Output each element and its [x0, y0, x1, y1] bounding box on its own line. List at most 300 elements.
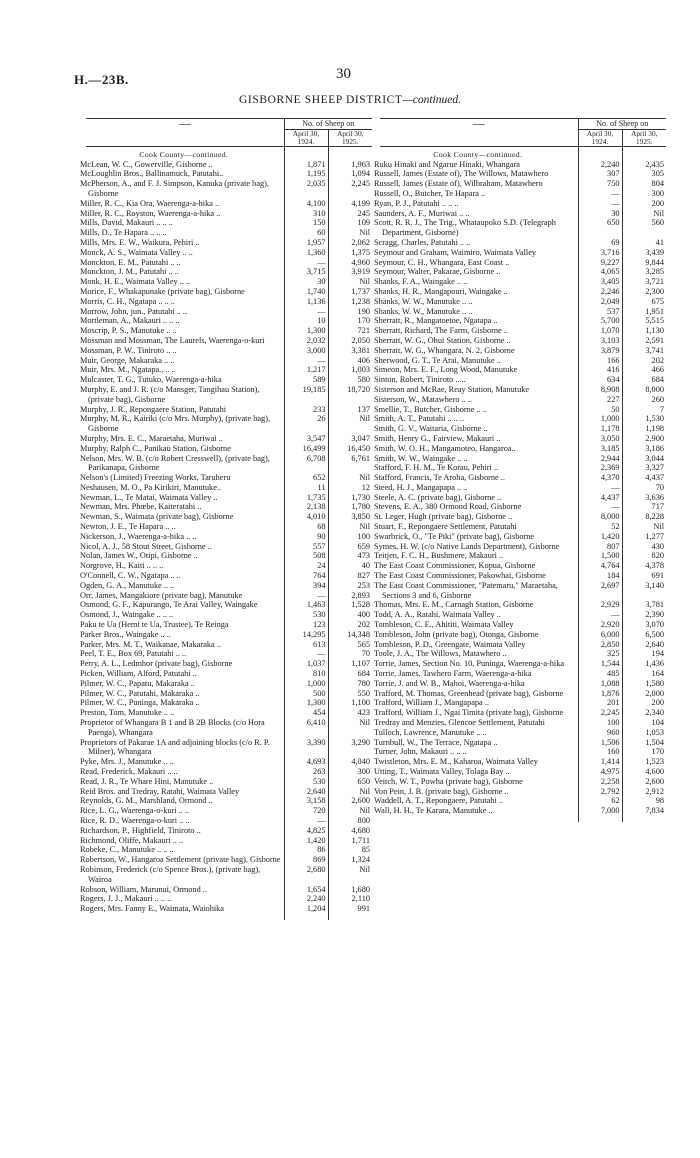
owner-cell: Rogers, J. J., Makauri .. .. ..: [80, 894, 172, 904]
sheep-1924-cell: 807: [578, 542, 622, 552]
sheep-1924-cell: 508: [284, 551, 328, 561]
sheep-1924-cell: 26: [284, 414, 328, 434]
sheep-1924-cell: 2,929: [578, 600, 622, 610]
owner-cell: Richardson, P., Highfield, Tiniroto ..: [80, 825, 201, 835]
sheep-1924-cell: 3,405: [578, 277, 622, 287]
sheep-1924-cell: 1,500: [578, 551, 622, 561]
table-row: [380, 463, 666, 473]
sheep-1924-cell: —: [284, 258, 328, 268]
district-title: [0, 94, 700, 106]
sheep-1925-cell: 3,721: [622, 277, 666, 287]
sheep-1924-cell: 1,000: [578, 414, 622, 424]
table-row: [86, 787, 372, 797]
sheep-1924-cell: 1,300: [284, 326, 328, 336]
table-row: [380, 385, 666, 395]
sheep-1924-cell: —: [578, 483, 622, 493]
table-footer-spacer: [86, 914, 372, 920]
sheep-1924-cell: 1,070: [578, 326, 622, 336]
sheep-1924-cell: —: [578, 502, 622, 512]
table-row: [86, 551, 372, 561]
sheep-1925-cell: 6,500: [622, 630, 666, 640]
sheep-1924-cell: 2,138: [284, 502, 328, 512]
owner-cell: Mossman, P. W., Tiniroto .. ..: [80, 345, 177, 355]
table-row: [86, 199, 372, 209]
owner-cell: Robertson, W., Hangaroa Settlement (private bag), Gisborne: [80, 855, 281, 865]
owner-cell: Trafford, William J., Ngai Timita (private bag), Gisborne: [374, 708, 564, 718]
sheep-1924-cell: 500: [284, 689, 328, 699]
sheep-1924-cell: 810: [284, 669, 328, 679]
owner-cell: Peel, T. E., Box 69, Patutahi .. ..: [80, 649, 187, 659]
sheep-1925-cell: Nil: [328, 228, 372, 238]
sheep-1924-cell: 4,065: [578, 267, 622, 277]
table-row: [86, 777, 372, 787]
owner-cell: Cook County—continued.: [139, 149, 229, 159]
sheep-1924-cell: 1,871: [284, 160, 328, 170]
table-row: [380, 248, 666, 258]
sheep-1924-cell: 4,010: [284, 512, 328, 522]
sheep-1924-cell: 3,103: [578, 336, 622, 346]
sheep-1925-cell: Nil: [328, 865, 372, 885]
sheep-1925-cell: [328, 146, 372, 159]
owner-cell: Paku te Ua (Hemi te Ua, Trustee), Te Reinga: [80, 620, 229, 630]
table-row: [380, 787, 666, 797]
sheep-1924-cell: 60: [284, 228, 328, 238]
sheep-1924-cell: 650: [578, 218, 622, 238]
table-row: [380, 698, 666, 708]
sheep-table-left: [80, 116, 372, 920]
sheep-1925-cell: 2,110: [328, 894, 372, 904]
table-row: [86, 640, 372, 650]
sheep-1925-cell: 2,340: [622, 708, 666, 718]
header-april-1925: April 30, 1925.: [622, 129, 666, 146]
table-row: [86, 307, 372, 317]
owner-cell: Stevens, E. A., 380 Ormond Road, Gisborne: [374, 502, 522, 512]
sheep-1925-cell: 3,285: [622, 267, 666, 277]
owner-cell: Smellie, T., Butcher, Gisborne .. ..: [374, 404, 487, 414]
table-row: [86, 581, 372, 591]
table-row: [86, 414, 372, 434]
table-row: [380, 561, 666, 571]
sheep-1924-cell: 416: [578, 365, 622, 375]
sheep-1924-cell: 1,300: [284, 698, 328, 708]
sheep-1924-cell: —: [284, 307, 328, 317]
owner-cell: Trafford, William J., Mangapapa ..: [374, 698, 489, 708]
sheep-1924-cell: 1,740: [284, 287, 328, 297]
sheep-1925-cell: 3,044: [622, 454, 666, 464]
table-footer-spacer: [380, 816, 666, 822]
owner-cell: Ruku Hinaki and Ngarue Hinaki, Whangara: [374, 159, 520, 169]
owner-cell: Proprietors of Pakarae 1A and adjoining blocks (c/o R. P. Milner), Whangara: [80, 737, 270, 757]
sheep-1924-cell: 233: [284, 405, 328, 415]
owner-cell: Sherratt, R., Mangatoetoe, Ngatapa ..: [374, 316, 498, 326]
sheep-1925-cell: 70: [328, 649, 372, 659]
sheep-1925-cell: Nil: [328, 473, 372, 483]
table-row: [86, 493, 372, 503]
sheep-1925-cell: 202: [328, 620, 372, 630]
sheep-1925-cell: 550: [328, 689, 372, 699]
table-row: [380, 267, 666, 277]
sheep-1925-cell: Nil: [328, 787, 372, 797]
table-row: [86, 659, 372, 669]
owner-cell: Symes, H. W. (c/o Native Lands Department), Gisborne: [374, 541, 560, 551]
sheep-1924-cell: 485: [578, 669, 622, 679]
owner-cell: Parker Bros., Waingake .. ..: [80, 629, 171, 639]
table-row: [86, 444, 372, 454]
table-row: [86, 532, 372, 542]
sheep-1925-cell: 650: [328, 777, 372, 787]
owner-cell: McLoughlin Bros., Ballinamuck, Patutahi..: [80, 169, 224, 179]
sheep-1924-cell: 2,032: [284, 336, 328, 346]
sheep-1925-cell: 4,040: [328, 757, 372, 767]
sheep-1925-cell: 40: [328, 561, 372, 571]
sheep-1924-cell: 530: [284, 777, 328, 787]
table-row: [380, 444, 666, 454]
owner-cell: Robinson, Frederick (c/o Spence Bros.), (private bag), Wairoa: [80, 864, 261, 884]
header-blank: —: [86, 119, 284, 147]
table-row: [380, 365, 666, 375]
sheep-1925-cell: 200: [622, 698, 666, 708]
table-row: [86, 836, 372, 846]
sheep-1924-cell: [578, 146, 622, 159]
sheep-1924-cell: 1,178: [578, 424, 622, 434]
table-row: [380, 581, 666, 601]
table-row: [380, 630, 666, 640]
sheep-1925-cell: 1,324: [328, 855, 372, 865]
table-row: [86, 649, 372, 659]
sheep-1925-cell: 675: [622, 297, 666, 307]
sheep-1924-cell: 720: [284, 806, 328, 816]
table-row: [380, 405, 666, 415]
table-row: [86, 238, 372, 248]
owner-cell: Trafford, M. Thomas, Greenhead (private bag), Gisborne: [374, 688, 564, 698]
owner-cell: Smith, A. T., Patutahi .. .. ..: [374, 414, 465, 424]
sheep-1925-cell: 1,198: [622, 424, 666, 434]
sheep-1924-cell: 11: [284, 483, 328, 493]
sheep-1924-cell: 123: [284, 620, 328, 630]
table-row: [380, 218, 666, 238]
table-row: [380, 258, 666, 268]
table-row: [380, 454, 666, 464]
owner-cell: Newman, L., Te Matai, Waimata Valley ..: [80, 492, 218, 502]
owner-cell: Mills, D., Te Hapara .. .. ..: [80, 228, 167, 238]
sheep-1924-cell: 310: [284, 209, 328, 219]
district-name: GISBORNE SHEEP DISTRICT: [239, 94, 403, 106]
sheep-1924-cell: 10: [284, 316, 328, 326]
sheep-1925-cell: 2,600: [328, 796, 372, 806]
owner-cell: Tulloch, Lawrence, Manutuke .. ..: [374, 727, 487, 737]
right-table-body: [374, 146, 666, 822]
owner-cell: Stuart, F., Repongaere Settlement, Patutahi: [374, 522, 517, 532]
sheep-1925-cell: 2,600: [622, 777, 666, 787]
sheep-1924-cell: 3,715: [284, 267, 328, 277]
table-row: [380, 669, 666, 679]
sheep-1924-cell: 1,544: [578, 659, 622, 669]
sheep-1924-cell: 3,185: [578, 444, 622, 454]
owner-cell: Stafford, F. H. M., Te Korau, Pehiri ..: [374, 463, 499, 473]
sheep-1925-cell: [622, 146, 666, 159]
table-row: [86, 865, 372, 885]
table-row: [86, 855, 372, 865]
owner-cell: Proprietor of Whangara B 1 and B 2B Blocks (c/o Hora Paenga), Whangara: [80, 718, 265, 737]
table-row: [380, 356, 666, 366]
sheep-1924-cell: 3,050: [578, 434, 622, 444]
sheep-1924-cell: 150: [284, 218, 328, 228]
table-row: [86, 561, 372, 571]
sheep-1924-cell: 589: [284, 375, 328, 385]
owner-cell: Pilmer, W. C., Patutahi, Makaraka ..: [80, 688, 200, 698]
sheep-1925-cell: 16,450: [328, 444, 372, 454]
owner-cell: Monckton, J. M., Patutahi .. ..: [80, 267, 179, 277]
sheep-1925-cell: 400: [328, 610, 372, 620]
owner-cell: Smith, G. V., Waitaria, Gisborne ..: [374, 424, 488, 434]
owner-cell: Reid Bros. and Tredray, Ratahi, Waimata Valley: [80, 786, 240, 796]
sheep-1924-cell: 3,716: [578, 248, 622, 258]
owner-cell: Monk, H. E., Waimata Valley .. ..: [80, 277, 191, 287]
sheep-1925-cell: 721: [328, 326, 372, 336]
owner-cell: Newman, Mrs. Phœbe, Kaiteratahi ..: [80, 502, 202, 512]
owner-cell: The East Coast Commissioner, Kopua, Gisborne: [374, 561, 536, 571]
sheep-1924-cell: 2,920: [578, 620, 622, 630]
table-row: [86, 228, 372, 238]
table-row: [380, 179, 666, 189]
table-row: [380, 316, 666, 326]
table-row: [86, 248, 372, 258]
sheep-1924-cell: 3,547: [284, 434, 328, 444]
owner-cell: Von Pein, J. B. (private bag), Gisborne ..: [374, 786, 509, 796]
sheep-1924-cell: —: [284, 356, 328, 366]
table-row: [380, 277, 666, 287]
sheep-1924-cell: —: [284, 816, 328, 826]
table-row: [86, 473, 372, 483]
sheep-1925-cell: 170: [622, 747, 666, 757]
owner-cell: Rogers, Mrs. Fanny E., Waimata, Waiohika: [80, 904, 224, 914]
owner-cell: The East Coast Commissioner, Pakowhai, Gisborne: [374, 571, 546, 581]
sheep-1924-cell: 1,000: [284, 679, 328, 689]
sheep-1925-cell: 3,439: [622, 248, 666, 258]
sheep-1925-cell: 3,047: [328, 434, 372, 444]
sheep-1924-cell: 3,000: [284, 346, 328, 356]
table-row: [380, 767, 666, 777]
owner-cell: Tombleson, P. D., Greengate, Waimata Valley: [374, 639, 526, 649]
table-row: [86, 277, 372, 287]
sheep-1925-cell: 85: [328, 845, 372, 855]
sheep-1924-cell: 634: [578, 375, 622, 385]
table-row: [86, 405, 372, 415]
sheep-1924-cell: 2,640: [284, 787, 328, 797]
table-row: [380, 777, 666, 787]
sheep-1924-cell: 4,100: [284, 199, 328, 209]
sheep-1924-cell: 1,414: [578, 757, 622, 767]
table-row: [86, 434, 372, 444]
sheep-1924-cell: 16,499: [284, 444, 328, 454]
owner-cell: Muir, Mrs. M., Ngatapa.. .. ..: [80, 365, 176, 375]
sheep-1924-cell: —: [284, 649, 328, 659]
table-row: [86, 826, 372, 836]
sheep-1924-cell: 530: [284, 610, 328, 620]
sheep-1924-cell: 869: [284, 855, 328, 865]
sheep-1925-cell: 3,186: [622, 444, 666, 454]
table-row: [86, 542, 372, 552]
table-row: [380, 414, 666, 424]
owner-cell: Sisterson and McRae, Reay Station, Manutuke: [374, 384, 530, 394]
sheep-1924-cell: 5,700: [578, 316, 622, 326]
sheep-1924-cell: 184: [578, 571, 622, 581]
owner-cell: Morrow, John, jun., Patutahi .. ..: [80, 306, 188, 316]
page-number: 30: [336, 66, 351, 82]
table-row: [380, 689, 666, 699]
table-row: [380, 747, 666, 757]
sheep-1925-cell: 41: [622, 238, 666, 248]
owner-cell: Murphy, E. and J. R. (c/o Mansger, Tangihau Station), (private bag), Gisborne: [80, 384, 260, 404]
sheep-1925-cell: 2,000: [622, 689, 666, 699]
sheep-1925-cell: 580: [328, 375, 372, 385]
owner-cell: Todd, A. A., Ratahi, Waimata Valley ..: [374, 610, 501, 620]
header-april-1924: April 30, 1924.: [284, 129, 328, 146]
table-row: [86, 698, 372, 708]
sheep-1924-cell: 263: [284, 767, 328, 777]
owner-cell: Steele, A. C. (private bag), Gisborne ..: [374, 492, 502, 502]
sheep-1924-cell: 394: [284, 581, 328, 591]
sheep-1924-cell: 6,000: [578, 630, 622, 640]
table-row: [86, 600, 372, 610]
owner-cell: Mills, David, Makauri .. .. ..: [80, 218, 173, 228]
sheep-1924-cell: 86: [284, 845, 328, 855]
sheep-1925-cell: 14,348: [328, 630, 372, 640]
owner-cell: Russell, O., Butcher, Te Hapara ..: [374, 188, 486, 198]
sheep-1925-cell: Nil: [328, 806, 372, 816]
table-row: [380, 659, 666, 669]
owner-cell: Shanks, H. R., Mangapouri, Waingake ..: [374, 286, 508, 296]
table-row: [380, 502, 666, 512]
sheep-1925-cell: Nil: [328, 718, 372, 738]
sheep-1924-cell: 1,088: [578, 679, 622, 689]
table-row: [380, 336, 666, 346]
sheep-1924-cell: 19,185: [284, 385, 328, 405]
sheep-1925-cell: 991: [328, 904, 372, 914]
table-row: [86, 512, 372, 522]
owner-cell: Toole, J. A., The Willows, Matawhero ..: [374, 649, 507, 659]
sheep-1924-cell: 1,217: [284, 365, 328, 375]
owner-cell: Nickerson, J., Waerenga-a-hika .. ..: [80, 531, 197, 541]
section-heading-row: [86, 146, 372, 159]
sheep-1924-cell: 1,037: [284, 659, 328, 669]
sheep-1925-cell: 827: [328, 571, 372, 581]
sheep-1925-cell: Nil: [622, 522, 666, 532]
table-row: [380, 287, 666, 297]
owner-cell: Utting, T., Waimata Valley, Tolaga Bay ..: [374, 767, 510, 776]
sheep-1925-cell: 190: [328, 307, 372, 317]
sheep-1924-cell: 4,437: [578, 493, 622, 503]
table-row: [86, 258, 372, 268]
owner-cell: Monckton, E. M., Patutahi .. ..: [80, 257, 181, 267]
owner-cell: Morris, C. H., Ngatapa .. .. ..: [80, 296, 175, 306]
sheep-1925-cell: 170: [328, 316, 372, 326]
sheep-1924-cell: 4,693: [284, 757, 328, 767]
owner-cell: Mossman and Mossman, The Laurels, Waerenga-o-kuri: [80, 335, 265, 345]
sheep-1925-cell: 100: [328, 532, 372, 542]
table-row: [86, 796, 372, 806]
owner-cell: Stafford, Francis, Te Aroha, Gisborne ..: [374, 473, 505, 483]
owner-cell: Osmond, J., Waingake .. .. ..: [80, 610, 174, 620]
table-row: [86, 630, 372, 640]
owner-cell: Read, Frederick, Makauri .. ..: [80, 767, 178, 776]
sheep-1925-cell: 3,919: [328, 267, 372, 277]
sheep-1924-cell: 14,295: [284, 630, 328, 640]
sheep-1925-cell: 253: [328, 581, 372, 591]
sheep-1924-cell: [284, 146, 328, 159]
owner-cell: Tredray and Menzies, Glencoe Settlement, Patutahi: [374, 718, 545, 728]
owner-cell: Swarbrick, O., "Te Piki" (private bag), Gisborne: [374, 531, 535, 541]
owner-cell: Seymour, C. H., Whangara, East Coast ..: [374, 257, 510, 267]
sheep-1925-cell: 2,062: [328, 238, 372, 248]
sheep-1925-cell: 1,277: [622, 532, 666, 542]
owner-cell: Torrie, James, Section No. 10, Puninga, Waerenga-a-hika: [374, 659, 565, 669]
sheep-1925-cell: Nil: [328, 522, 372, 532]
owner-cell: Torrie, James, Tawhero Farm, Waerenga-a-hika: [374, 669, 532, 679]
owner-cell: Muir, George, Makaraka .. ..: [80, 355, 175, 365]
sheep-1925-cell: 18,720: [328, 385, 372, 405]
table-row: [86, 708, 372, 718]
owner-cell: Smith, Henry G., Fairview, Makauri ..: [374, 433, 501, 443]
sheep-1925-cell: 4,437: [622, 473, 666, 483]
table-row: [86, 179, 372, 199]
owner-cell: Robeke, C., Manutuke .. .. ..: [80, 845, 174, 855]
owner-cell: McLean, W. C., Gowerville, Gisborne ..: [80, 159, 213, 169]
table-row: [380, 551, 666, 561]
sheep-1925-cell: 6,761: [328, 454, 372, 474]
sheep-1925-cell: 1,951: [622, 307, 666, 317]
sheep-1924-cell: 100: [578, 718, 622, 728]
table-row: [86, 845, 372, 855]
table-row: [380, 199, 666, 209]
sheep-1924-cell: 1,957: [284, 238, 328, 248]
sheep-1924-cell: 1,463: [284, 600, 328, 610]
owner-cell: Sisterson, W., Matawhero .. ..: [374, 394, 472, 404]
table-row: [86, 160, 372, 170]
sheep-1925-cell: 245: [328, 209, 372, 219]
sheep-1925-cell: 4,680: [328, 826, 372, 836]
table-row: [86, 385, 372, 405]
sheep-1925-cell: 305: [622, 169, 666, 179]
owner-cell: Twistleton, Mrs. E. M., Kaharoa, Waimata Valley: [374, 757, 538, 767]
table-row: [86, 591, 372, 601]
sheep-1924-cell: 2,792: [578, 787, 622, 797]
owner-cell: Sherratt, Richard, The Farm, Gisborne ..: [374, 326, 508, 336]
sheep-1925-cell: 804: [622, 179, 666, 189]
header-april-1925: April 30, 1925.: [328, 129, 372, 146]
header-blank: —: [380, 119, 578, 147]
table-row: [380, 610, 666, 620]
sheep-1924-cell: 1,735: [284, 493, 328, 503]
sheep-1924-cell: 2,240: [284, 894, 328, 904]
table-row: [86, 571, 372, 581]
sheep-1924-cell: 2,369: [578, 463, 622, 473]
owner-cell: The East Coast Commissioner, "Patemaru," Maraetaha, Sections 3 and 6, Gisborne: [374, 580, 558, 600]
sheep-1925-cell: 2,300: [622, 287, 666, 297]
sheep-1924-cell: 557: [284, 542, 328, 552]
owner-cell: Seymour, Walter, Pakarae, Gisborne ..: [374, 267, 501, 277]
table-row: [86, 522, 372, 532]
sheep-1924-cell: 4,975: [578, 767, 622, 777]
sheep-1925-cell: 3,290: [328, 738, 372, 758]
sheep-1924-cell: 1,654: [284, 885, 328, 895]
sheep-1925-cell: 194: [622, 649, 666, 659]
sheep-1925-cell: 2,912: [622, 787, 666, 797]
sheep-1925-cell: 300: [622, 189, 666, 199]
owner-cell: St. Leger, Hugh (private bag), Gisborne ..: [374, 512, 513, 522]
owner-cell: Pyke, Mrs. J., Manutuke .. ..: [80, 757, 174, 767]
owner-cell: Morice, F., Whakapunake (private bag), Gisborne: [80, 286, 245, 296]
